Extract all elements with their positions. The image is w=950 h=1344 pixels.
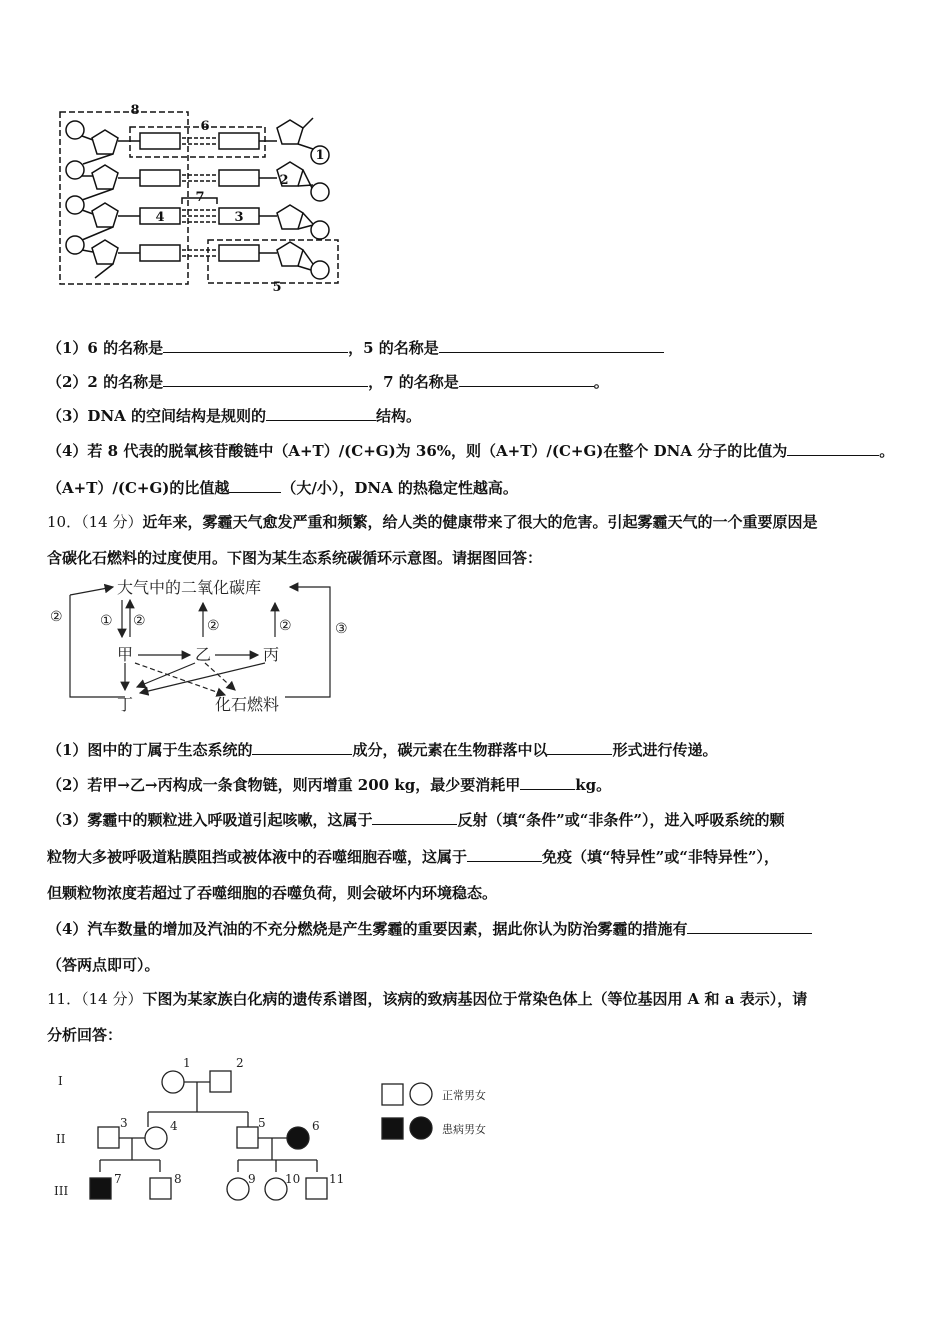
- sugar-left-2: [92, 165, 118, 189]
- answer-blank[interactable]: [687, 919, 812, 934]
- pedigree-chart: [50, 1055, 510, 1210]
- legend-affected-female: [410, 1117, 432, 1139]
- label-1: 1: [315, 148, 325, 163]
- phosphate-left-2: [66, 161, 84, 179]
- label-8: 8: [130, 103, 140, 118]
- q10-part1: （1）图中的丁属于生态系统的 成分，碳元素在生物群落中以 形式进行传递。: [47, 741, 718, 759]
- node-yi: 乙: [195, 645, 212, 664]
- legend-affected-label: 患病男女: [442, 1123, 486, 1136]
- carbon-cycle-figure: [45, 575, 360, 720]
- sugar-left-4: [92, 240, 118, 264]
- q9-part1: （1）6 的名称是 ，5 的名称是: [47, 337, 664, 358]
- legend-affected-male: [382, 1118, 403, 1139]
- co2-pool-label: 大气中的二氧化碳库: [117, 578, 262, 597]
- answer-blank[interactable]: [520, 775, 575, 790]
- id-6: 6: [312, 1119, 320, 1133]
- answer-blank[interactable]: [163, 372, 368, 387]
- phosphate-left-3: [66, 196, 84, 214]
- label-4: 4: [155, 210, 165, 225]
- pedigree-II-4-female-normal: [145, 1127, 167, 1149]
- q9-part5: （A+T）/(C+G)的比值越 （大/小），DNA 的热稳定性越高。: [47, 479, 518, 497]
- label-6: 6: [200, 119, 210, 134]
- q10-part3-line1: （3）雾霾中的颗粒进入呼吸道引起咳嗽，这属于 反射（填“条件”或“非条件”），进入呼吸系统的颗: [47, 811, 785, 829]
- arrow-label-3: ③: [335, 621, 348, 637]
- dna-structure-figure: [55, 100, 345, 295]
- id-8: 8: [174, 1172, 182, 1186]
- pedigree-III-7-male-affected: [90, 1178, 111, 1199]
- answer-blank[interactable]: [459, 372, 594, 387]
- box-6: [130, 127, 265, 157]
- sugar-left-3: [92, 203, 118, 227]
- id-5: 5: [258, 1116, 266, 1130]
- node-jia: 甲: [117, 645, 134, 664]
- q10-intro-line1: 10．（14 分）近年来，雾霾天气愈发严重和频繁，给人类的健康带来了很大的危害。引起雾霾天气的一个重要原因是: [47, 513, 818, 531]
- arrow-label-2: ②: [133, 613, 146, 629]
- id-9: 9: [248, 1172, 256, 1186]
- generation-I-label: I: [58, 1074, 63, 1088]
- pedigree-III-9-female-normal: [227, 1178, 249, 1200]
- q11-intro-line2: 分析回答：: [47, 1026, 123, 1044]
- pedigree-III-10-female-normal: [265, 1178, 287, 1200]
- legend-normal-label: 正常男女: [442, 1089, 486, 1102]
- node-ding: 丁: [117, 695, 134, 714]
- node-fossil-fuel: 化石燃料: [215, 695, 280, 714]
- q10-part4-line1: （4）汽车数量的增加及汽油的不充分燃烧是产生雾霾的重要因素，据此你认为防治雾霾的措施有: [47, 918, 812, 939]
- answer-blank[interactable]: [163, 338, 348, 353]
- question-score: （14 分）: [81, 990, 143, 1008]
- q9-part2: （2）2 的名称是 ，7 的名称是 。: [47, 373, 609, 391]
- q10-intro-line2: 含碳化石燃料的过度使用。下图为某生态系统碳循环示意图。请据图回答：: [47, 549, 543, 567]
- id-1: 1: [183, 1056, 191, 1070]
- answer-blank[interactable]: [787, 441, 879, 456]
- q10-part2: （2）若甲→乙→丙构成一条食物链，则丙增重 200 kg，最少要消耗甲 kg。: [47, 776, 612, 794]
- label-7: 7: [195, 190, 205, 205]
- pedigree-III-8-male-normal: [150, 1178, 171, 1199]
- sugar-left-1: [92, 130, 118, 154]
- q9-part3: （3）DNA 的空间结构是规则的 结构。: [47, 407, 422, 425]
- id-4: 4: [170, 1119, 178, 1133]
- generation-III-label: III: [54, 1184, 69, 1198]
- answer-blank[interactable]: [266, 406, 376, 421]
- pedigree-II-6-female-affected: [287, 1127, 309, 1149]
- question-number: 11．: [47, 990, 82, 1008]
- question-number: 10．: [47, 513, 82, 531]
- id-3: 3: [120, 1116, 128, 1130]
- legend-normal-male: [382, 1084, 403, 1105]
- pedigree-I-2-male-normal: [210, 1071, 231, 1092]
- generation-II-label: II: [56, 1132, 66, 1146]
- arrow-label-1: ①: [100, 613, 113, 629]
- pedigree-III-11-male-normal: [306, 1178, 327, 1199]
- q10-part3-line3: 但颗粒物浓度若超过了吞噬细胞的吞噬负荷，则会破坏内环境稳态。: [47, 884, 498, 902]
- arrow-label-2-left: ②: [50, 609, 63, 625]
- answer-blank[interactable]: [547, 740, 612, 755]
- q10-part3-line2: 粒物大多被呼吸道粘膜阻挡或被体液中的吞噬细胞吞噬，这属于 免疫（填“特异性”或“非特异性”），: [47, 848, 780, 866]
- label-3: 3: [234, 210, 244, 225]
- id-7: 7: [114, 1172, 122, 1186]
- legend-normal-female: [410, 1083, 432, 1105]
- id-11: 11: [329, 1172, 345, 1186]
- pedigree-II-5-male-normal: [237, 1127, 258, 1148]
- phosphate-left-4: [66, 236, 84, 254]
- base-2-box: [219, 170, 259, 186]
- q11-intro-line1: 11．（14 分）下图为某家族白化病的遗传系谱图，该病的致病基因位于常染色体上（等位基因用 A 和 a 表示），请: [47, 990, 808, 1008]
- pedigree-II-3-male-normal: [98, 1127, 119, 1148]
- q10-part4-line2: （答两点即可）。: [47, 956, 160, 974]
- id-2: 2: [236, 1056, 244, 1070]
- answer-blank[interactable]: [439, 338, 664, 353]
- phosphate-left-1: [66, 121, 84, 139]
- label-2: 2: [279, 173, 289, 188]
- answer-blank[interactable]: [467, 847, 542, 862]
- answer-blank[interactable]: [372, 810, 457, 825]
- label-5: 5: [272, 280, 282, 295]
- node-bing: 丙: [263, 645, 280, 664]
- question-score: （14 分）: [81, 513, 143, 531]
- q9-part4: （4）若 8 代表的脱氧核苷酸链中（A+T）/(C+G)为 36%，则（A+T）/(C+G)在整个 DNA 分子的比值为 。: [47, 442, 895, 460]
- pedigree-I-1-female-normal: [162, 1071, 184, 1093]
- arrow-label-2-yi: ②: [207, 618, 220, 634]
- arrow-label-2-bing: ②: [279, 618, 292, 634]
- answer-blank[interactable]: [229, 478, 281, 493]
- answer-blank[interactable]: [252, 740, 352, 755]
- id-10: 10: [285, 1172, 301, 1186]
